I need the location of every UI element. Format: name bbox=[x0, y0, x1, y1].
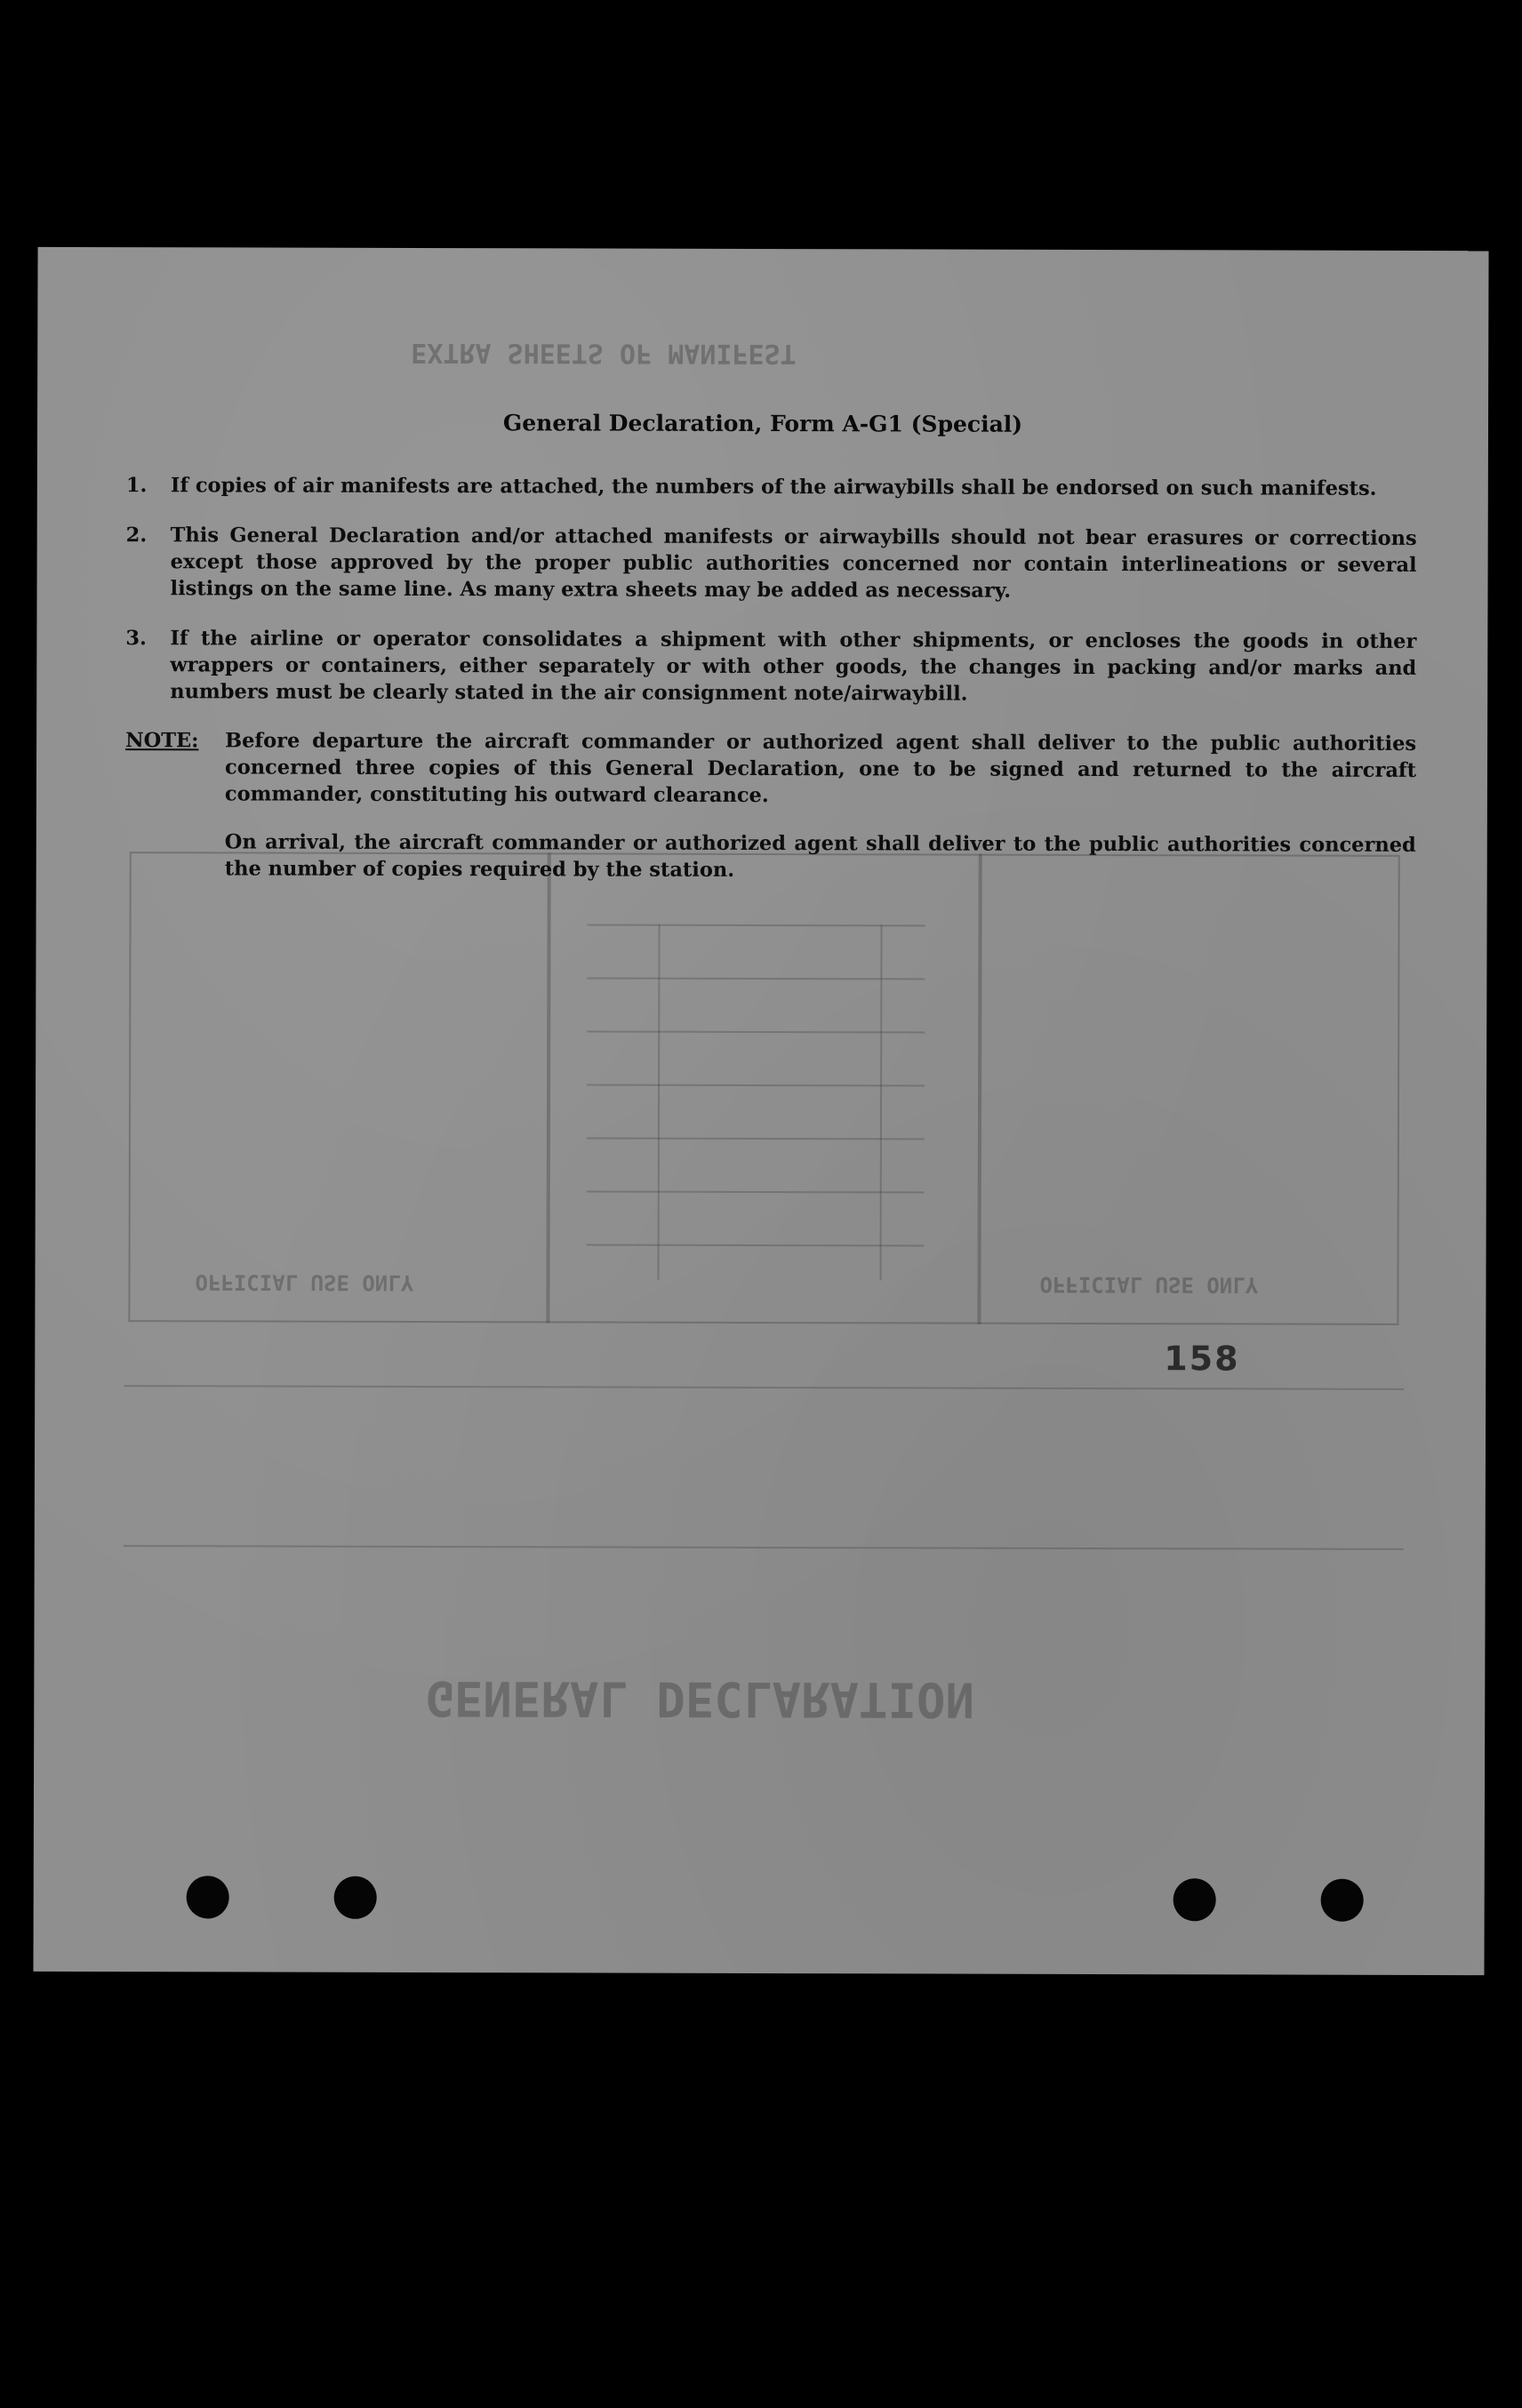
bleed-through-left-box bbox=[128, 852, 550, 1323]
note-paragraph-2: On arrival, the aircraft commander or authorized agent shall deliver to the public authorities concerned the number of copies required by the station. bbox=[224, 830, 1416, 882]
bleed-through-left-box-label: OFFICIAL USE ONLY bbox=[195, 1269, 414, 1295]
bleed-through-rule bbox=[124, 1545, 1404, 1550]
instruction-item-3 bbox=[125, 625, 1416, 708]
instruction-number: 1. bbox=[125, 474, 148, 498]
instruction-number: 2. bbox=[125, 524, 148, 548]
instruction-text: This General Declaration and/or attached manifests or airwaybills should not bear erasures or corrections except those approved by the proper public authorities concerned nor contain interlineations or several listings on the same line. As many extra sheets may be added as necessary. bbox=[170, 524, 1417, 603]
note-label: NOTE: bbox=[125, 729, 199, 753]
punch-hole-2 bbox=[334, 1876, 377, 1919]
bleed-through-top-heading: EXTRA SHEETS OF MANIFEST bbox=[411, 336, 797, 370]
bleed-through-big-heading: GENERAL DECLARATION bbox=[425, 1670, 975, 1728]
bleed-through-right-box bbox=[977, 854, 1399, 1325]
document-sheet bbox=[33, 247, 1488, 1975]
instruction-text: If copies of air manifests are attached, the numbers of the airwaybills shall be endorsed on such manifests. bbox=[170, 474, 1377, 500]
note-section-continued bbox=[125, 828, 1416, 885]
note-section bbox=[125, 727, 1416, 811]
instruction-item-2 bbox=[125, 522, 1416, 605]
bleed-through-rule bbox=[124, 1385, 1404, 1390]
instruction-item-1 bbox=[126, 472, 1417, 502]
stamped-page-number: 158 bbox=[1164, 1339, 1240, 1379]
page-title: General Declaration, Form A-G1 (Special) bbox=[502, 410, 1023, 437]
instruction-number: 3. bbox=[125, 627, 147, 651]
note-paragraph-1: Before departure the aircraft commander or authorized agent shall deliver to the public authorities concerned three copies of this General Declaration, one to be signed and returned to the aircraft commander, constituting his outward clearance. bbox=[224, 729, 1417, 808]
punch-hole-1 bbox=[187, 1876, 229, 1918]
bleed-through-right-box-label: OFFICIAL USE ONLY bbox=[1039, 1271, 1259, 1298]
punch-hole-4 bbox=[1321, 1879, 1364, 1922]
punch-hole-3 bbox=[1174, 1878, 1216, 1921]
instruction-text: If the airline or operator consolidates a shipment with other shipments, or encloses the goods in other wrappers or containers, either separately or with other goods, the changes in packing and/or marks and numbers must be clearly stated in the air consignment note/airwaybill. bbox=[170, 627, 1417, 706]
